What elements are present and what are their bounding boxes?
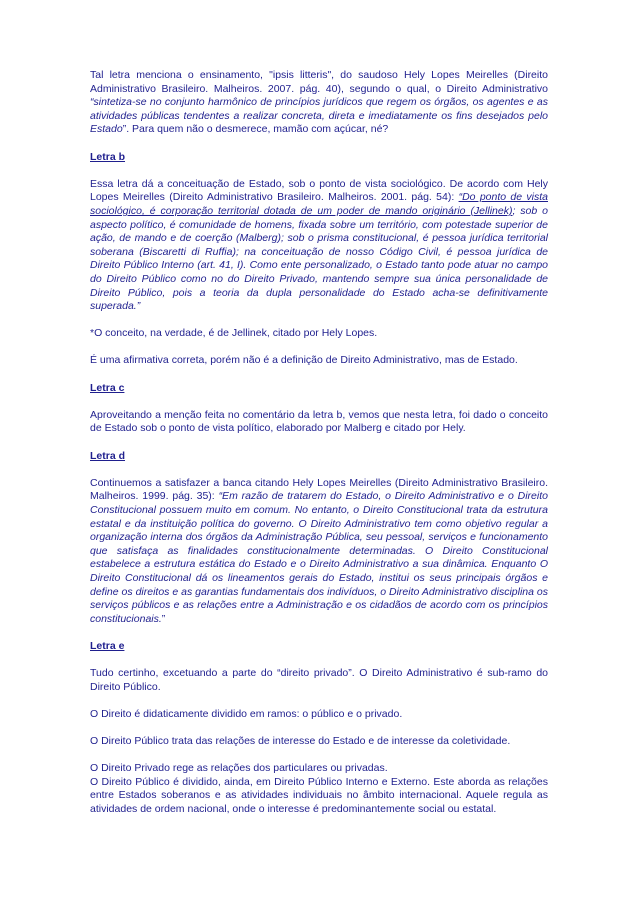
paragraph-text: ”. Para quem não o desmerece, mamão com açúcar, né? — [122, 123, 389, 136]
paragraph-text: ” — [161, 612, 166, 625]
heading-letra-d: Letra d — [90, 449, 126, 462]
paragraph-text: Continuemos a satisfazer a banca citando Hely Lopes Meirelles (Direito Administrativo Brasileiro. Malheiros. 1999. pág. 35): — [90, 476, 548, 503]
heading-letra-c: Letra c — [90, 381, 125, 394]
paragraph-conclusion-b: É uma afirmativa correta, porém não é a definição de Direito Administrativo, mas de Estado. — [90, 354, 518, 367]
heading-letra-e: Letra e — [90, 639, 125, 652]
paragraph-text: Tal letra menciona o ensinamento, "ipsis litteris", do saudoso Hely Lopes Meirelles (Direito Administrativo Brasileiro. Malheiros. 2007. pág. 40), segundo o qual, o Direito Administrativo — [90, 69, 548, 95]
paragraph-note: *O conceito, na verdade, é de Jellinek, citado por Hely Lopes. — [90, 327, 378, 340]
quote-text: ; sob o aspecto político, é comunidade de homens, fixada sobre um território, com potestade superior de ação, de mando e de coerção (Malberg); sob o prisma constitucional, é pessoa jurídica territorial soberana (Biscaretti di Ruffia); na conceituação de nosso Código Civil, é pessoa jurídica de Direito Público Interno (art. 41, I). Como ente personalizado, o Estado tanto pode atuar no campo do Direito Público como no do Direito Privado, mantendo sempre sua única personalidade de Direito Público, pois a teoria da dupla personalidade do Estado acha-se definitivamente superada.” — [90, 204, 548, 313]
quote-text: “Em razão de tratarem do Estado, o Direito Administrativo e o Direito Constitucional possuem muito em comum. No entanto, o Direito Constitucional trata da estrutura estatal e da instituição política do governo. O Direito Administrativo tem como objetivo regular a organização interna dos órgãos da Administração Pública, seu pessoal, serviços e funcionamento que satisfaça as finalidades constitucionalmente determinadas. O Direito Constitucional estabelece a estrutura estática do Estado e o Direito Administrativo a sua dinâmica. Enquanto O Direito Constitucional dá os lineamentos gerais do Estado, institui os seus principais órgãos e define os direitos e as garantias fundamentais dos indivíduos, o Direito Administrativo disciplina os serviços públicos e as relações entre a Administração e os cidadãos de acordo com os princípios constitucionais. — [90, 490, 548, 625]
paragraph-direito-privado: O Direito Privado rege as relações dos particulares ou privadas. — [90, 762, 388, 775]
paragraph-letra-c: Aproveitando a menção feita no comentário da letra b, vemos que nesta letra, foi dado o conceito de Estado sob o ponto de vista político, elaborado por Malberg e citado por Hely. — [90, 408, 548, 435]
paragraph-direito-publico: O Direito Público trata das relações de interesse do Estado e de interesse da coletividade. — [90, 735, 511, 748]
paragraph-letra-d — [90, 477, 548, 627]
paragraph-direito-publico-divisao: O Direito Público é dividido, ainda, em Direito Público Interno e Externo. Este aborda as relações entre Estados soberanos e as atividades individuais no âmbito internacional. Aquele regula as atividades de ordem nacional, onde o interesse é predominantemente social ou estatal. — [90, 775, 548, 816]
quote-text-underlined: “Do ponto de vista sociológico, é corporação territorial dotada de um poder de mando originário (Jellinek) — [90, 191, 548, 217]
paragraph-letra-e: Tudo certinho, excetuando a parte do “direito privado”. O Direito Administrativo é sub-ramo do Direito Público. — [90, 667, 548, 693]
heading-letra-b: Letra b — [90, 150, 126, 163]
paragraph-letra-b — [90, 178, 548, 314]
quote-text: “sintetiza-se no conjunto harmônico de princípios jurídicos que regem os órgãos, os agentes e as atividades públicas tendentes a realizar concreta, direta e imediatamente os fins desejados pelo Estado — [90, 96, 548, 136]
paragraph-direito-ramos: O Direito é didaticamente dividido em ramos: o público e o privado. — [90, 707, 403, 720]
paragraph-letra-a-intro — [90, 69, 548, 137]
paragraph-text: Essa letra dá a conceituação de Estado, sob o ponto de vista sociológico. De acordo com Hely Lopes Meirelles (Direito Administrativo Brasileiro. Malheiros. 2001. pág. 54): — [90, 177, 548, 204]
